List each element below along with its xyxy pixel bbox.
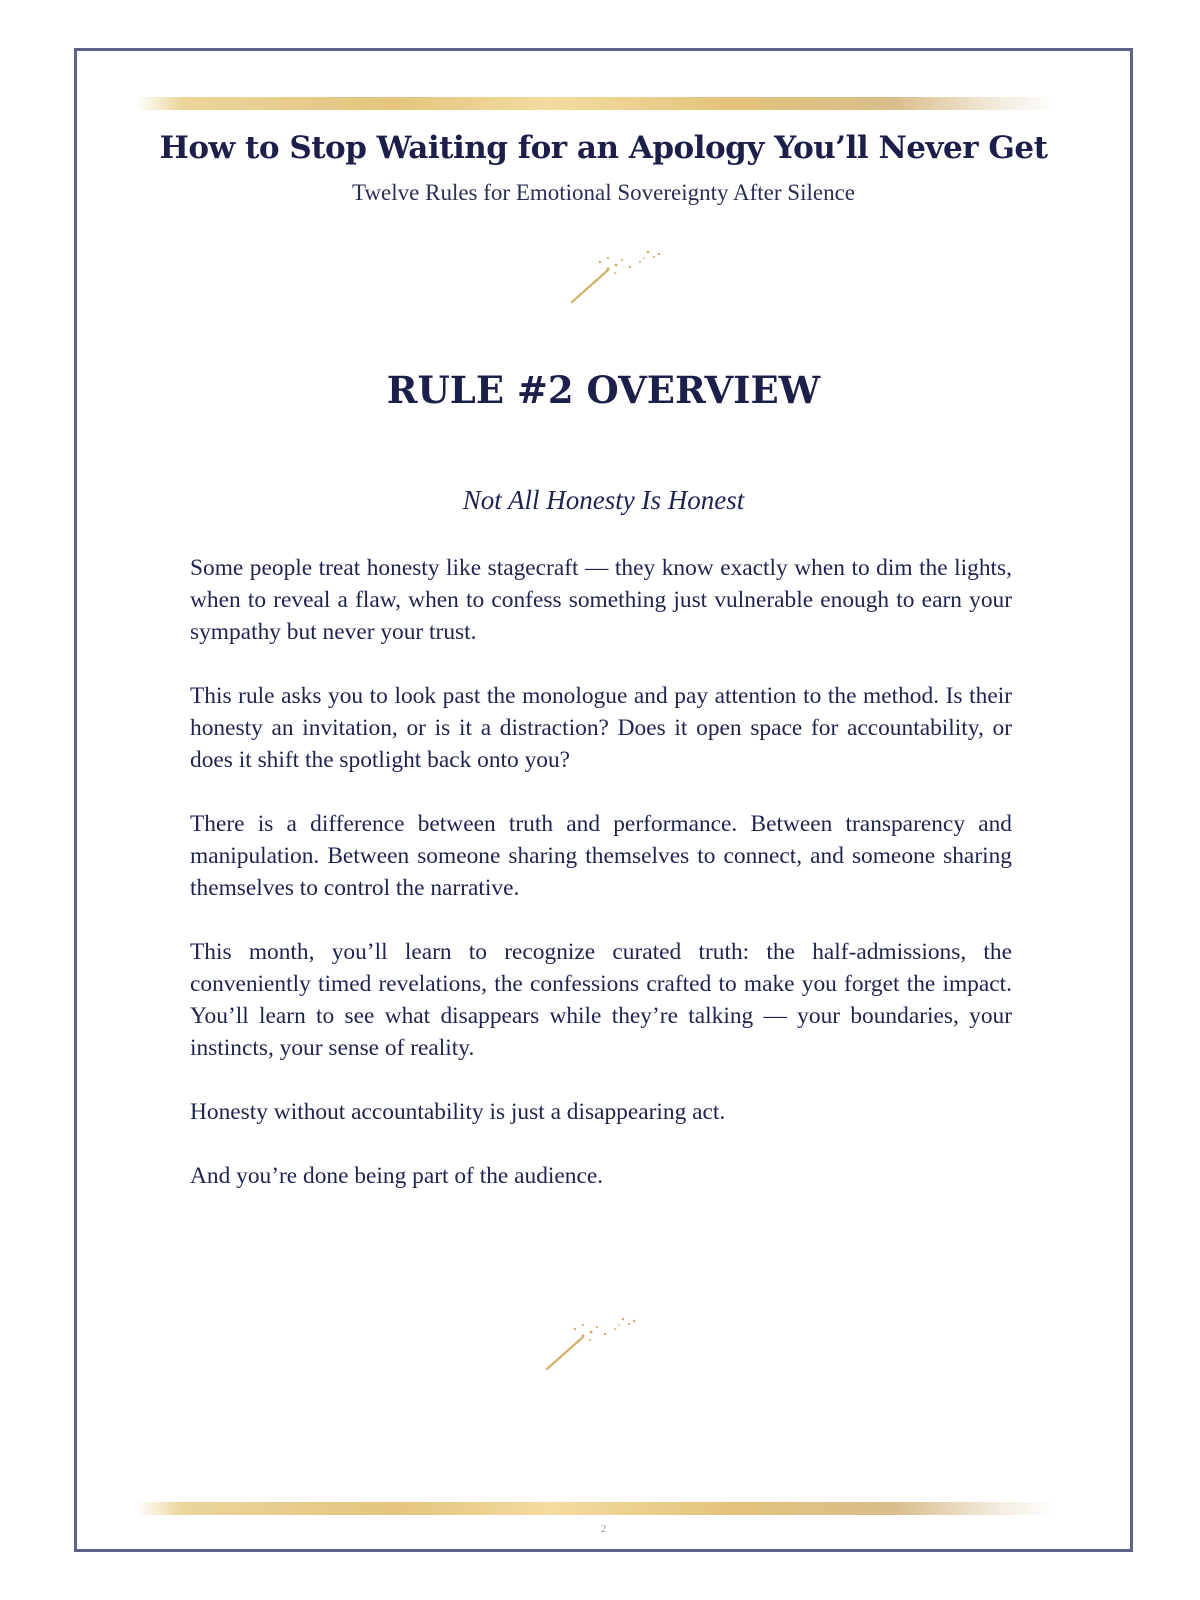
rule-heading: RULE #2 OVERVIEW — [386, 368, 821, 412]
paragraph: Some people treat honesty like stagecraft — they know exactly when to dim the lights, when to reveal a flaw, when to confess something just vulnerable enough to earn your sympathy but never your trust. — [190, 555, 1012, 645]
paragraph: Honesty without accountability is just a disappearing act. — [190, 1099, 726, 1125]
bottom-gold-divider — [136, 1502, 1058, 1515]
magic-wand-icon — [545, 1315, 655, 1375]
top-gold-divider — [136, 97, 1058, 110]
paragraph: This month, you’ll learn to recognize curated truth: the half-admissions, the conveniently timed revelations, the confessions crafted to make you forget the impact. You’ll learn to see what disappears while they’re talking — your boundaries, your instincts, your sense of reality. — [190, 939, 1012, 1061]
body-text — [190, 552, 1012, 1224]
document-title: How to Stop Waiting for an Apology You’ll Never Get — [159, 130, 1048, 166]
paragraph: There is a difference between truth and performance. Between transparency and manipulation. Between someone sharing themselves to connect, and someone sharing themselves to control the narrative. — [190, 811, 1012, 901]
paragraph: This rule asks you to look past the monologue and pay attention to the method. Is their honesty an invitation, or is it a distraction? Does it open space for accountability, or does it shift the spotlight back onto you? — [190, 683, 1012, 773]
rule-subtitle: Not All Honesty Is Honest — [462, 485, 745, 515]
document-subtitle: Twelve Rules for Emotional Sovereignty After Silence — [352, 180, 855, 205]
paragraph: And you’re done being part of the audience. — [190, 1163, 604, 1189]
magic-wand-icon — [570, 248, 680, 308]
page-number: 2 — [600, 1523, 607, 1535]
